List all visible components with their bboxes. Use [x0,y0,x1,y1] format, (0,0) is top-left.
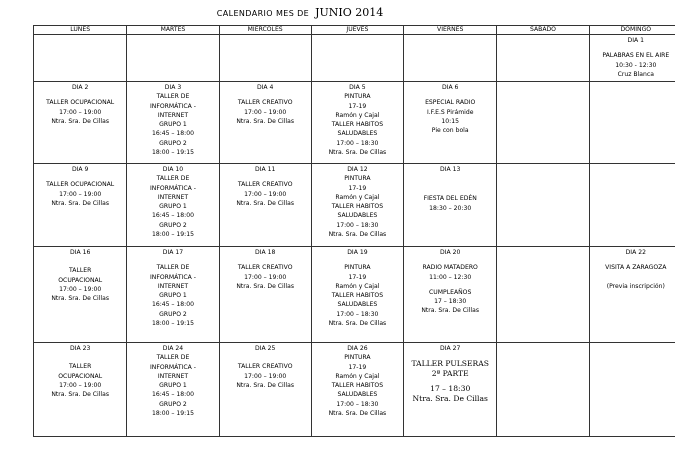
event-line: GRUPO 1 [159,203,187,211]
title-month: JUNIO 2014 [315,6,384,19]
event-line: SALUDABLES [337,301,378,309]
event-line: TALLER [69,267,92,275]
event-line: Ntra. Sra. De Cillas [328,320,387,328]
event-line: 16:45 – 18:00 [151,301,194,309]
event-line: 16:45 – 18:00 [151,130,194,138]
day-number: DIA 20 [440,249,461,256]
day-cell-5 [311,82,403,164]
event-line: 17-19 [348,102,367,110]
event-line: Ntra. Sra. De Cillas [51,117,110,125]
day-cell-empty [497,164,589,247]
day-cell-9 [34,164,127,247]
day-number: DIA 10 [162,166,184,173]
event-line: 17:00 – 19:00 [244,190,287,198]
event-line: Ramón y Cajal [335,111,380,119]
event-line: 17:00 – 18:30 [336,221,379,229]
day-cell-13 [404,164,497,247]
event-line: TALLER CREATIVO [237,363,293,371]
event-line: Ntra. Sra. De Cillas [51,391,110,399]
event-line: 17-19 [348,273,367,281]
event-line: 17:00 – 19:00 [59,285,102,293]
week-row-5 [34,343,675,437]
event-line: GRUPO 2 [159,310,187,318]
day-cell-empty [311,35,403,82]
event-line: TALLER [69,363,92,371]
event-line: Ntra. Sra. De Cillas [412,393,488,403]
event-line: 10:15 [441,117,459,125]
day-number: DIA 1 [627,37,645,44]
event-line: Ntra. Sra. De Cillas [421,307,480,315]
event-line: INTERNET [157,111,189,119]
day-cell-27 [404,343,497,437]
event-line: 18:30 – 20:30 [429,204,472,212]
event-line: 17 – 18:30 [430,384,471,394]
event-line: Ntra. Sra. De Cillas [236,199,295,207]
day-cell-24 [127,343,219,437]
event-line: 11:00 – 12:30 [429,273,472,281]
day-cell-3 [127,82,219,164]
event-line: PINTURA [344,175,371,183]
event-line: 18:00 – 19:15 [151,149,194,157]
day-cell-empty [404,35,497,82]
event-line: 17:00 – 18:30 [336,400,379,408]
event-line: INFORMÁTICA - [150,184,196,192]
event-line: 17:00 – 18:30 [336,310,379,318]
day-cell-22 [589,247,675,343]
event-line: TALLER DE [156,93,190,101]
day-number: DIA 17 [162,249,184,256]
event-line: TALLER CREATIVO [237,99,293,107]
event-line: VISITA A ZARAGOZA [605,264,667,272]
day-cell-25 [219,343,311,437]
day-cell-10 [127,164,219,247]
event-line: 17 – 18:30 [434,298,467,306]
week-row-1 [34,35,675,82]
event-line: OCUPACIONAL [58,372,103,380]
event-line: Ntra. Sra. De Cillas [51,295,110,303]
event-line: 18:00 – 19:15 [151,410,194,418]
event-line: 17:00 – 19:00 [59,108,102,116]
day-number: DIA 13 [440,166,461,173]
event-line: 17:00 – 19:00 [244,108,287,116]
header-tuesday: MARTES [127,26,219,35]
event-line: 17:00 – 19:00 [59,381,102,389]
event-line: TALLER OCUPACIONAL [46,181,115,189]
day-cell-empty [589,343,675,437]
event-line: TALLER HABITOS [331,203,384,211]
event-line: 18:00 – 19:15 [151,320,194,328]
event-line: TALLER HABITOS [331,292,384,300]
day-number: DIA 11 [255,166,276,173]
event-line: 17:00 – 19:00 [244,273,287,281]
event-line: 17-19 [348,184,367,192]
day-number: DIA 12 [347,166,368,173]
week-row-4 [34,247,675,343]
day-cell-empty [497,82,589,164]
day-cell-20 [404,247,497,343]
event-line: GRUPO 2 [159,400,187,408]
day-cell-empty [127,35,219,82]
event-line: GRUPO 2 [159,221,187,229]
day-cell-6 [404,82,497,164]
day-cell-17 [127,247,219,343]
event-line: TALLER DE [156,354,190,362]
day-cell-16 [34,247,127,343]
event-line: Ramón y Cajal [335,372,380,380]
day-cell-empty [34,35,127,82]
day-cell-4 [219,82,311,164]
event-line: TALLER HABITOS [331,121,384,129]
header-monday: LUNES [34,26,127,35]
calendar-title [0,6,600,19]
day-cell-12 [311,164,403,247]
event-line: 16:45 – 18:00 [151,212,194,220]
event-line: TALLER CREATIVO [237,181,293,189]
event-line: GRUPO 2 [159,139,187,147]
day-cell-23 [34,343,127,437]
event-line: Ntra. Sra. De Cillas [236,117,295,125]
event-line: TALLER DE [156,175,190,183]
event-line: 18:00 – 19:15 [151,231,194,239]
event-line: Ramón y Cajal [335,282,380,290]
event-line: Cruz Blanca [617,70,654,78]
day-cell-19 [311,247,403,343]
day-number: DIA 25 [255,345,276,352]
event-line: ESPECIAL RADIO [425,99,476,107]
event-line: Ntra. Sra. De Cillas [328,149,387,157]
event-line: TALLER HABITOS [331,382,384,390]
header-sunday: DOMINGO [589,26,675,35]
event-line: PINTURA [344,264,371,272]
day-number: DIA 6 [441,84,459,91]
day-cell-26 [311,343,403,437]
day-cell-empty [497,247,589,343]
event-line: SALUDABLES [337,391,378,399]
event-line: (Previa inscripción) [606,282,665,290]
day-cell-1 [589,35,675,82]
day-number: DIA 24 [162,345,184,352]
event-line: Ntra. Sra. De Cillas [236,282,295,290]
event-line: PINTURA [344,93,371,101]
event-line: OCUPACIONAL [58,276,103,284]
header-saturday: SABADO [497,26,589,35]
event-line: PALABRAS EN EL AIRE [602,52,670,60]
header-friday: VIERNES [404,26,497,35]
day-number: DIA 3 [164,84,182,91]
header-wednesday: MIERCOLES [219,26,311,35]
event-line: Ntra. Sra. De Cillas [328,410,387,418]
day-number: DIA 27 [440,345,461,352]
event-line: 16:45 – 18:00 [151,391,194,399]
day-number: DIA 9 [71,166,89,173]
event-line: INFORMÁTICA - [150,102,196,110]
event-line: TALLER DE [156,264,190,272]
event-line: 2ª PARTE [431,368,469,378]
event-line: CUMPLEAÑOS [429,288,472,296]
event-line: Ramón y Cajal [335,193,380,201]
header-thursday: JUEVES [311,26,403,35]
event-line: TALLER OCUPACIONAL [46,99,115,107]
event-line: GRUPO 1 [159,121,187,129]
event-line: 17:00 – 19:00 [59,190,102,198]
day-number: DIA 16 [70,249,91,256]
event-line: INFORMÁTICA - [150,363,196,371]
event-line: Ntra. Sra. De Cillas [236,381,295,389]
header-row [34,26,675,35]
event-line: GRUPO 1 [159,382,187,390]
event-line: GRUPO 1 [159,292,187,300]
day-cell-11 [219,164,311,247]
event-line: SALUDABLES [337,212,378,220]
day-number: DIA 4 [256,84,274,91]
day-cell-2 [34,82,127,164]
event-line: PINTURA [344,354,371,362]
day-cell-empty [589,164,675,247]
event-line: FIESTA DEL EDÉN [423,195,477,203]
event-line: Pie con bola [431,127,469,135]
event-line: 17-19 [348,363,367,371]
day-number: DIA 26 [347,345,368,352]
day-cell-empty [497,35,589,82]
event-line: TALLER PULSERAS [411,359,489,369]
event-line: 17:00 – 18:30 [336,139,379,147]
event-line: TALLER CREATIVO [237,264,293,272]
day-number: DIA 19 [347,249,368,256]
day-cell-18 [219,247,311,343]
day-cell-empty [497,343,589,437]
event-line: I.F.E.S Pirámide [426,108,474,116]
week-row-3 [34,164,675,247]
event-line: INTERNET [157,193,189,201]
event-line: Ntra. Sra. De Cillas [51,199,110,207]
week-row-2 [34,82,675,164]
event-line: 10:30 - 12:30 [615,61,657,69]
day-number: DIA 22 [625,249,646,256]
day-cell-empty [219,35,311,82]
event-line: RADIO MATADERO [422,264,478,272]
event-line: SALUDABLES [337,130,378,138]
event-line: 17:00 – 19:00 [244,372,287,380]
title-prefix: CALENDARIO MES DE [216,9,310,18]
day-number: DIA 18 [255,249,276,256]
event-line: INFORMÁTICA - [150,273,196,281]
calendar-table [33,25,675,437]
event-line: INTERNET [157,372,189,380]
day-number: DIA 2 [71,84,89,91]
day-cell-empty [589,82,675,164]
event-line: INTERNET [157,282,189,290]
day-number: DIA 5 [349,84,366,91]
day-number: DIA 23 [70,345,91,352]
event-line: Ntra. Sra. De Cillas [328,231,387,239]
